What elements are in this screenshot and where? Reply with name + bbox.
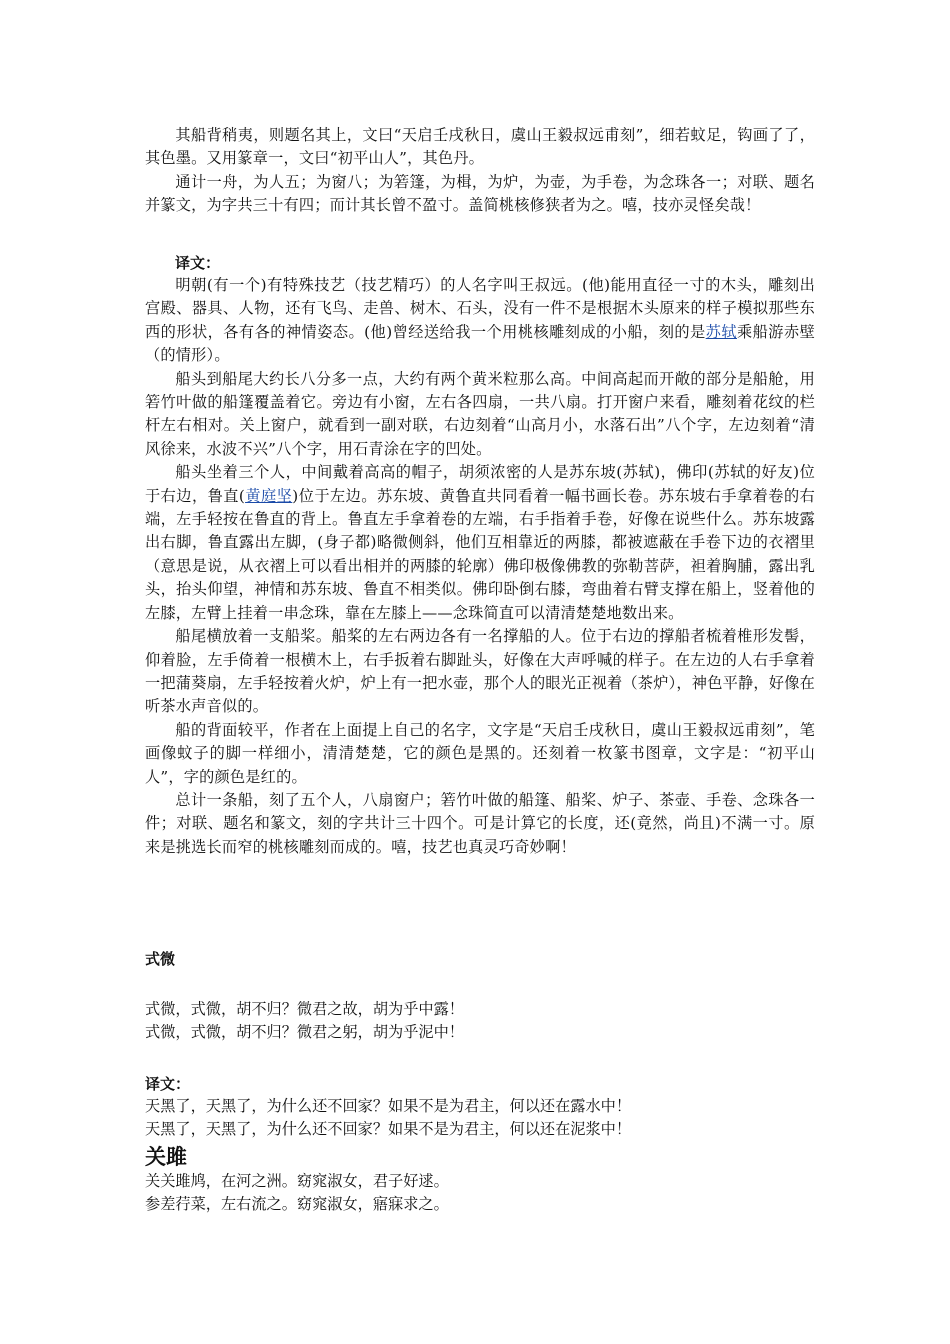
translation-p3-text-a: 船头坐着三个人，中间戴着高高的帽子，胡须浓密的人是苏东坡(苏轼)，佛印(苏轼的好友)位于右边，鲁直( (145, 463, 815, 505)
translation-paragraph-2: 船头到船尾大约长八分多一点，大约有两个黄米粒那么高。中间高起而开敞的部分是船舱，用箬竹叶做的船篷覆盖着它。旁边有小窗，左右各四扇，一共八扇。打开窗户来看，雕刻着花纹的栏杆左右相对。关上窗户，就看到一副对联，右边刻着“山高月小，水落石出”八个字，左边刻着“清风徐来，水波不兴”八个字，用石青涂在字的凹处。 (145, 369, 815, 458)
translation-p3-text-b: )位于左边。苏东坡、黄鲁直共同看着一幅书画长卷。苏东坡右手拿着卷的右端，左手轻按在鲁直的背上。鲁直左手拿着卷的左端，右手指着手卷，好像在说些什么。苏东坡露出右脚，鲁直露出左脚，(身子都)略微侧斜，他们互相靠近的两膝，都被遮蔽在手卷下边的衣褶里（意思是说，从衣褶上可以看出相并的两膝的轮廓）佛印极像佛教的弥勒菩萨，袒着胸脯，露出乳头，抬头仰望，神情和苏东坡、鲁直不相类似。佛印卧倒右膝，弯曲着右臂支撑在船上，竖着他的左膝，左臂上挂着一串念珠，靠在左膝上——念珠简直可以清清楚楚地数出来。 (145, 486, 815, 622)
poem-shiwei-translation-heading: 译文： (145, 1074, 191, 1093)
link-huang-tingjian[interactable]: 黄庭坚 (245, 486, 293, 505)
translation-paragraph-5: 船的背面较平，作者在上面提上自己的名字，文字是“天启壬戌秋日，虞山王毅叔远甫刻”，笔画像蚊子的脚一样细小，清清楚楚，它的颜色是黑的。还刻着一枚篆书图章，文字是：“初平山人”，字的颜色是红的。 (145, 720, 815, 786)
poem-guanju-line-2: 参差荇菜，左右流之。窈窕淑女，寤寐求之。 (145, 1195, 449, 1214)
poem-shiwei-section (145, 948, 815, 1142)
translation-paragraph-1 (145, 274, 815, 368)
translation-section (145, 252, 815, 859)
poem-guanju-title: 关雎 (145, 1145, 187, 1169)
poem-shiwei-line-1: 式微，式微，胡不归？微君之故，胡为乎中露！ (145, 1000, 464, 1018)
translation-paragraph-6: 总计一条船，刻了五个人，八扇窗户；箬竹叶做的船篷、船桨、炉子、茶壶、手卷、念珠各一件；对联、题名和篆文，刻的字共计三十四个。可是计算它的长度，还(竟然，尚且)不满一寸。原来是挑选长而窄的桃核雕刻而成的。嘻，技艺也真灵巧奇妙啊！ (145, 790, 815, 856)
paragraph-inscription: 其船背稍夷，则题名其上，文曰“天启壬戌秋日，虞山王毅叔远甫刻”，细若蚊足，钩画了了，其色墨。又用篆章一，文曰“初平山人”，其色丹。 (145, 126, 815, 168)
poem-shiwei-translation-line-1: 天黑了，天黑了，为什么还不回家？如果不是为君主，何以还在露水中！ (145, 1096, 631, 1115)
paragraph-summary: 通计一舟，为人五；为窗八；为箬篷，为楫，为炉，为壶，为手卷，为念珠各一；对联、题名并篆文，为字共三十有四；而计其长曾不盈寸。盖简桃核修狭者为之。嘻，技亦灵怪矣哉！ (145, 172, 815, 215)
translation-p1-text-a: 明朝(有一个)有特殊技艺（技艺精巧）的人名字叫王叔远。(他)能用直径一寸的木头，雕刻出宫殿、器具、人物，还有飞鸟、走兽、树木、石头，没有一件不是根据木头原来的样子模拟那些东西的形状，各有各的神情姿态。(他)曾经送给我一个用桃核雕刻成的小船，刻的是 (145, 276, 815, 341)
poem-guanju-line-1: 关关雎鸠，在河之洲。窈窕淑女，君子好逑。 (145, 1172, 449, 1190)
poem-shiwei-line-2: 式微，式微，胡不归？微君之躬，胡为乎泥中！ (145, 1023, 464, 1042)
translation-heading: 译文： (175, 254, 221, 272)
translation-p1-text-b: 乘船游赤壁（的情形）。 (145, 322, 815, 365)
link-su-shi[interactable]: 苏轼 (705, 322, 737, 341)
translation-paragraph-3 (145, 461, 815, 625)
translation-paragraph-4: 船尾横放着一支船桨。船桨的左右两边各有一名撑船的人。位于右边的撑船者梳着椎形发髻，仰着脸，左手倚着一根横木上，右手扳着右脚趾头，好像在大声呼喊的样子。在左边的人右手拿着一把蒲葵扇，左手轻按着火炉，炉上有一把水壶，那个人的眼光正视着（茶炉），神色平静，好像在听茶水声音似的。 (145, 627, 815, 716)
poem-guanju-section (145, 1144, 815, 1217)
poem-shiwei-translation-line-2: 天黑了，天黑了，为什么还不回家？如果不是为君主，何以还在泥浆中！ (145, 1120, 631, 1139)
poem-shiwei-title: 式微 (145, 950, 176, 968)
classical-text-section (145, 124, 815, 218)
